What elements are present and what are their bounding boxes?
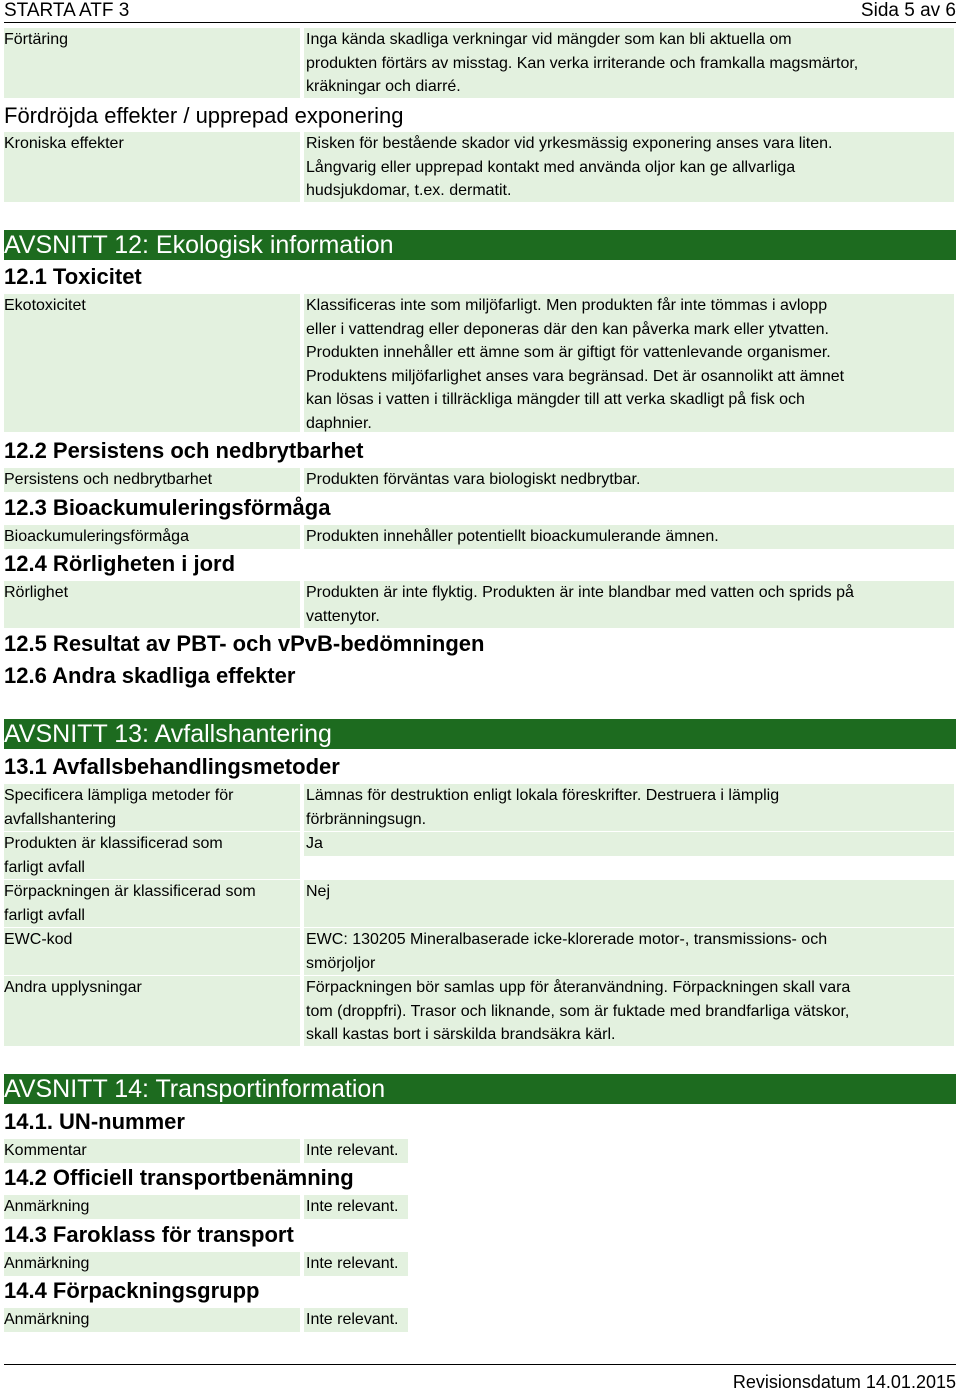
- waste-methods-value: Lämnas för destruktion enligt lokala föreskrifter. Destruera i lämplig förbränningsugn.: [304, 784, 954, 831]
- subsection-12-2: 12.2 Persistens och nedbrytbarhet: [4, 438, 364, 463]
- waste-methods-label: Specificera lämpliga metoder för avfallshantering: [4, 784, 300, 831]
- subsection-13-1: 13.1 Avfallsbehandlingsmetoder: [4, 754, 340, 779]
- ekotoxicitet-value: Klassificeras inte som miljöfarligt. Men produkten får inte tömmas i avlopp eller i vattendrag eller deponeras där den kan påverka mark eller ytvatten. Produkten innehåller ett ämne som är giftigt för vattenlevande organismer. Produktens miljöfarlighet anses vara begränsad. Det är osannolikt att ämnet kan lösas i vatten i tillräckliga mängder till att verka skadligt på fisk och daphnier.: [304, 294, 954, 432]
- persistens-label: Persistens och nedbrytbarhet: [4, 468, 300, 492]
- delayed-effects-title: Fördröjda effekter / upprepad exponering: [4, 103, 404, 128]
- revision-date: Revisionsdatum 14.01.2015: [732, 1372, 956, 1392]
- footer-divider: [4, 1364, 956, 1365]
- ekotoxicitet-label: Ekotoxicitet: [4, 294, 300, 432]
- subsection-14-1: 14.1. UN-nummer: [4, 1109, 185, 1134]
- other-info-label: Andra upplysningar: [4, 976, 300, 1046]
- subsection-14-3: 14.3 Faroklass för transport: [4, 1222, 294, 1247]
- packaging-hazardous-value: Nej: [304, 880, 954, 927]
- kroniska-label: Kroniska effekter: [4, 132, 300, 202]
- subsection-12-5: 12.5 Resultat av PBT- och vPvB-bedömningen: [4, 631, 485, 656]
- subsection-12-6: 12.6 Andra skadliga effekter: [4, 663, 296, 688]
- subsection-12-4: 12.4 Rörligheten i jord: [4, 551, 236, 576]
- hazard-class-label: Anmärkning: [4, 1252, 300, 1276]
- un-comment-label: Kommentar: [4, 1139, 300, 1163]
- rorlighet-value: Produkten är inte flyktig. Produkten är inte blandbar med vatten och sprids på vattenytor.: [304, 581, 954, 628]
- document-title: STARTA ATF 3: [4, 0, 130, 21]
- product-hazardous-label: Produkten är klassificerad som farligt avfall: [4, 832, 300, 879]
- fortaring-value: Inga kända skadliga verkningar vid mängder som kan bli aktuella om produkten förtärs av misstag. Kan verka irriterande och framkalla magsmärtor, kräkningar och diarré.: [304, 28, 954, 98]
- subsection-14-2: 14.2 Officiell transportbenämning: [4, 1165, 354, 1190]
- section-13-heading: AVSNITT 13: Avfallshantering: [4, 719, 956, 749]
- transport-name-value: Inte relevant.: [304, 1195, 408, 1219]
- kroniska-value: Risken för bestående skador vid yrkesmässig exponering anses vara liten. Långvarig eller upprepad kontakt med använda oljor kan ge allvarliga hudsjukdomar, t.ex. dermatit.: [304, 132, 954, 202]
- other-info-value: Förpackningen bör samlas upp för återanvändning. Förpackningen skall vara tom (droppfri). Trasor och liknande, som är fuktade med brandfarliga vätskor, skall kastas bort i särskilda brandsäkra kärl.: [304, 976, 954, 1046]
- page-number: Sida 5 av 6: [860, 0, 956, 21]
- product-hazardous-value: Ja: [304, 832, 954, 856]
- header-divider: [4, 22, 956, 23]
- packing-group-label: Anmärkning: [4, 1308, 300, 1332]
- rorlighet-label: Rörlighet: [4, 581, 300, 628]
- packaging-hazardous-label: Förpackningen är klassificerad som farligt avfall: [4, 880, 300, 927]
- subsection-12-3: 12.3 Bioackumuleringsförmåga: [4, 495, 331, 520]
- ewc-code-value: EWC: 130205 Mineralbaserade icke-klorerade motor-, transmissions- och smörjoljor: [304, 928, 954, 975]
- subsection-14-4: 14.4 Förpackningsgrupp: [4, 1278, 260, 1303]
- bioackumulering-value: Produkten innehåller potentiellt bioackumulerande ämnen.: [304, 525, 954, 549]
- packing-group-value: Inte relevant.: [304, 1308, 408, 1332]
- fortaring-label: Förtäring: [4, 28, 300, 98]
- transport-name-label: Anmärkning: [4, 1195, 300, 1219]
- section-12-heading: AVSNITT 12: Ekologisk information: [4, 230, 956, 260]
- bioackumulering-label: Bioackumuleringsförmåga: [4, 525, 300, 549]
- hazard-class-value: Inte relevant.: [304, 1252, 408, 1276]
- subsection-12-1: 12.1 Toxicitet: [4, 264, 142, 289]
- un-comment-value: Inte relevant.: [304, 1139, 408, 1163]
- ewc-code-label: EWC-kod: [4, 928, 300, 975]
- section-14-heading: AVSNITT 14: Transportinformation: [4, 1074, 956, 1104]
- persistens-value: Produkten förväntas vara biologiskt nedbrytbar.: [304, 468, 954, 492]
